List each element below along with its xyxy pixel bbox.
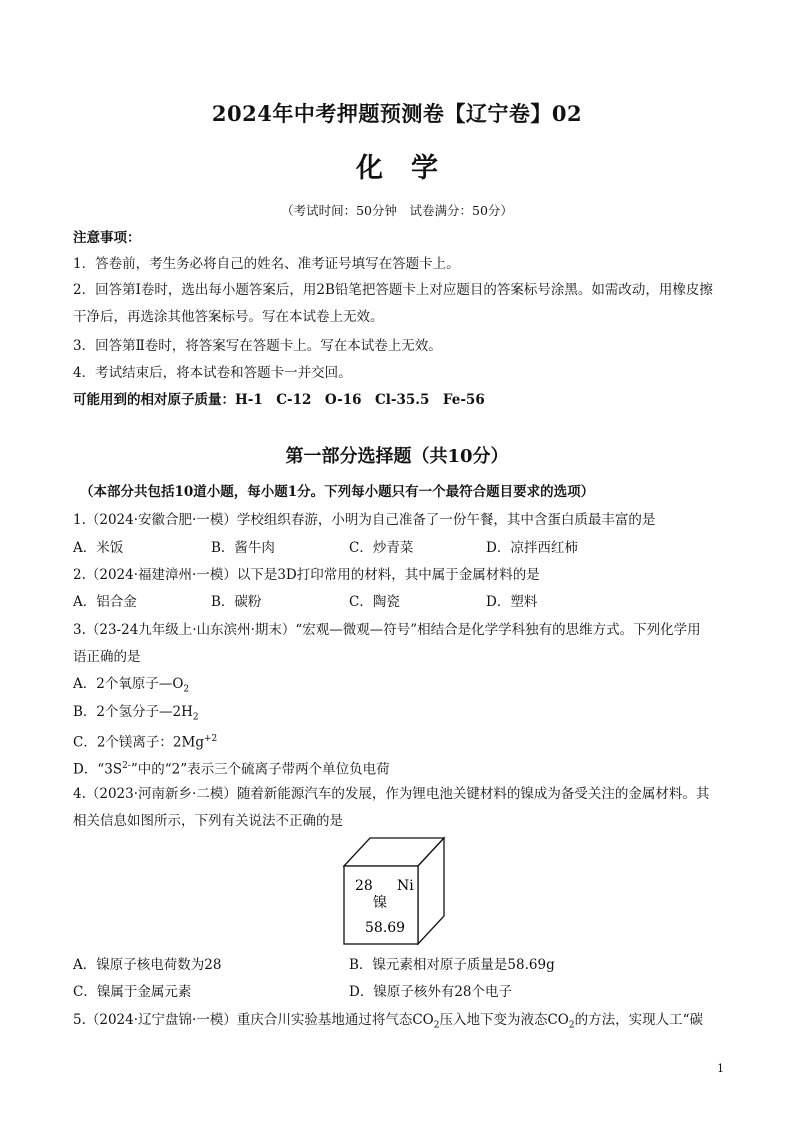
q2-option-a: A．铝合金 [73, 594, 137, 610]
q2-option-d: D．塑料 [486, 594, 538, 610]
exam-info: （考试时间：50分钟 试卷满分：50分） [281, 203, 513, 218]
q4-option-a: A．镍原子核电荷数为28 [73, 957, 222, 973]
q5-text-2: 压入地下变为液态CO [439, 1012, 569, 1028]
q3-option-a [73, 674, 189, 700]
note-item-2: 2．回答第Ⅰ卷时，选出每小题答案后，用2B铅笔把答题卡上对应题目的答案标号涂黑。如需改动，用橡皮擦干净后，再选涂其他答案标号。写在本试卷上无效。 [73, 282, 713, 325]
q3-option-b-text: B．2个氢分子—2H [73, 704, 193, 720]
q1-option-c: C．炒青菜 [349, 540, 414, 556]
question-4-stem-line2: 相关信息如图所示，下列有关说法不正确的是 [73, 813, 343, 829]
q1-option-a: A．米饭 [73, 540, 124, 556]
exam-title: 2024年中考押题预测卷【辽宁卷】02 [211, 101, 583, 126]
element-name: 镍 [373, 895, 387, 911]
atomic-masses: 可能用到的相对原子质量：H-1 C-12 O-16 Cl-35.5 Fe-56 [73, 392, 485, 408]
q3-option-c-text: C．2个镁离子：2Mg [73, 734, 204, 751]
q5-sub-1: 2 [433, 1020, 440, 1031]
page-number: 1 [717, 1062, 724, 1075]
question-3-stem-line2: 语正确的是 [73, 649, 141, 665]
note-item-3: 3．回答第Ⅱ卷时，将答案写在答题卡上。写在本试卷上无效。 [73, 338, 442, 354]
q1-option-b: B．酱牛肉 [211, 540, 275, 556]
question-1-stem: 1.（2024·安徽合肥·一模）学校组织春游，小明为自己准备了一份午餐，其中含蛋白质最丰富的是 [73, 512, 656, 528]
atomic-mass: 58.69 [365, 920, 406, 936]
question-4-stem-line1: 4.（2023·河南新乡·二模）随着新能源汽车的发展，作为锂电池关键材料的镍成为备受关注的金属材料。其 [73, 786, 710, 802]
q1-option-d: D．凉拌西红柿 [486, 540, 578, 556]
q2-option-c: C．陶瓷 [349, 594, 400, 610]
question-2-stem: 2.（2024·福建漳州·一模）以下是3D打印常用的材料，其中属于金属材料的是 [73, 567, 540, 583]
q3-option-d-sup: 2- [122, 761, 131, 771]
q3-option-b [73, 702, 199, 728]
note-item-4: 4．考试结束后，将本试卷和答题卡一并交回。 [73, 365, 352, 381]
element-symbol: Ni [397, 878, 414, 894]
nickel-element-cube [340, 834, 450, 946]
atomic-number: 28 [355, 878, 373, 894]
q3-option-b-sub: 2 [192, 712, 199, 723]
section-title: 第一部分选择题（共10分） [285, 446, 509, 467]
q3-option-a-text: A．2个氧原子—O [73, 676, 184, 692]
q4-option-d: D．镍原子核外有28个电子 [349, 984, 513, 1000]
note-item-1: 1．答卷前，考生务必将自己的姓名、准考证号填写在答题卡上。 [73, 256, 460, 272]
section-instruction: （本部分共包括10道小题，每小题1分。下列每小题只有一个最符合题目要求的选项） [80, 484, 595, 500]
q3-option-c [73, 729, 217, 753]
q2-option-b: B．碳粉 [211, 594, 262, 610]
q5-text-1: 5.（2024·辽宁盘锦·一模）重庆合川实验基地通过将气态CO [73, 1012, 434, 1028]
question-3-stem-line1: 3.（23-24九年级上·山东滨州·期末）“宏观—微观—符号”相结合是化学学科独有的思维方式。下列化学用 [73, 622, 701, 638]
notes-heading: 注意事项： [73, 230, 141, 246]
q4-option-c: C．镍属于金属元素 [73, 984, 192, 1000]
q3-option-d [73, 756, 390, 780]
q3-option-d-text: D．“3S [73, 761, 123, 778]
subject-title: 化学 [356, 153, 466, 184]
q5-text-3: 的方法，实现人工“碳 [574, 1012, 703, 1028]
q3-option-a-sub: 2 [183, 684, 190, 695]
q3-option-c-sup: +2 [203, 734, 218, 744]
q3-option-d-suffix: ”中的“2”表示三个硫离子带两个单位负电荷 [130, 761, 390, 778]
q5-sub-2: 2 [568, 1020, 575, 1031]
q4-option-b: B．镍元素相对原子质量是58.69g [349, 957, 555, 973]
question-5-stem [73, 1010, 703, 1036]
